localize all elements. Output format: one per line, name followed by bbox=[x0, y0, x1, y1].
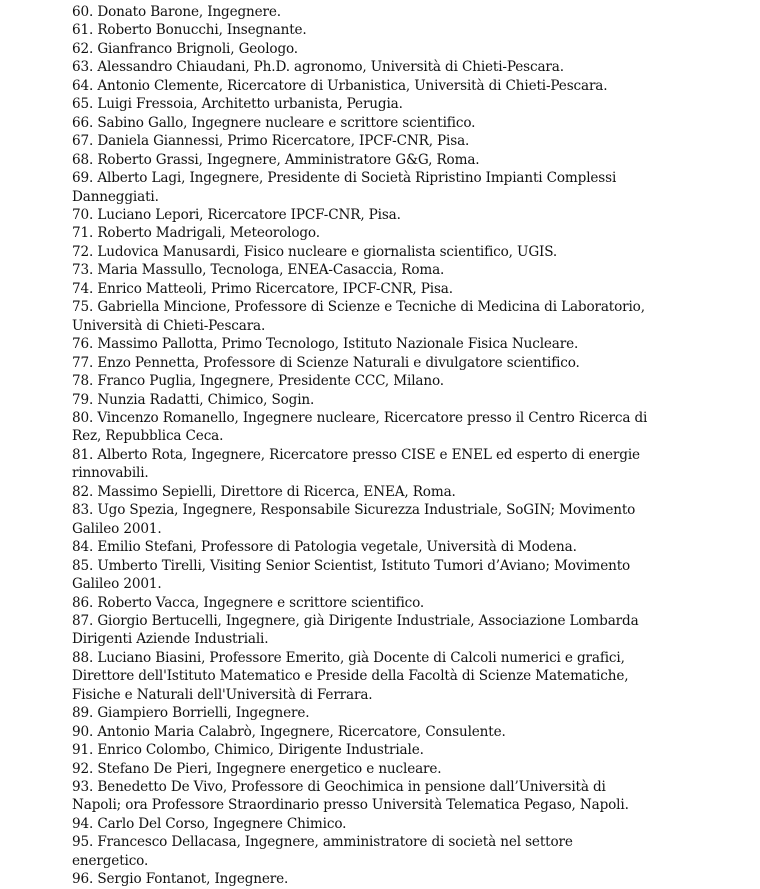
list-item: 88. Luciano Biasini, Professore Emerito, già Docente di Calcoli numerici e grafici, Direttore dell'Istituto Matematico e Preside della Facoltà di Scienze Matematiche, Fisiche e Naturali dell'Università di Ferrara. bbox=[72, 649, 629, 703]
list-item: 66. Sabino Gallo, Ingegnere nucleare e scrittore scientifico. bbox=[72, 114, 476, 131]
list-item: 94. Carlo Del Corso, Ingegnere Chimico. bbox=[72, 815, 347, 832]
list-item: 71. Roberto Madrigali, Meteorologo. bbox=[72, 225, 320, 242]
list-item: 60. Donato Barone, Ingegnere. bbox=[72, 4, 281, 20]
list-item: 68. Roberto Grassi, Ingegnere, Amministratore G&G, Roma. bbox=[72, 151, 480, 168]
list-item: 63. Alessandro Chiaudani, Ph.D. agronomo, Università di Chieti-Pescara. bbox=[72, 59, 564, 76]
list-item: 82. Massimo Sepielli, Direttore di Ricerca, ENEA, Roma. bbox=[72, 483, 456, 500]
list-item: 85. Umberto Tirelli, Visiting Senior Scientist, Istituto Tumori d’Aviano; Movimento Galileo 2001. bbox=[72, 557, 631, 593]
list-item: 73. Maria Massullo, Tecnologa, ENEA-Casaccia, Roma. bbox=[72, 262, 445, 279]
list-item: 61. Roberto Bonucchi, Insegnante. bbox=[72, 22, 307, 39]
list-item: 80. Vincenzo Romanello, Ingegnere nucleare, Ricercatore presso il Centro Ricerca di Rez, Repubblica Ceca. bbox=[72, 409, 648, 445]
list-item: 87. Giorgio Bertucelli, Ingegnere, già Dirigente Industriale, Associazione Lombarda Dirigenti Aziende Industriali. bbox=[72, 612, 639, 648]
list-item: 75. Gabriella Mincione, Professore di Scienze e Tecniche di Medicina di Laboratorio, Università di Chieti-Pescara. bbox=[72, 299, 645, 334]
signatory-list bbox=[72, 3, 652, 889]
list-item: 70. Luciano Lepori, Ricercatore IPCF-CNR, Pisa. bbox=[72, 206, 401, 223]
list-item: 83. Ugo Spezia, Ingegnere, Responsabile Sicurezza Industriale, SoGIN; Movimento Galileo 2001. bbox=[72, 502, 636, 537]
list-item: 93. Benedetto De Vivo, Professore di Geochimica in pensione dall’Università di Napoli; ora Professore Straordinario presso Università Telematica Pegaso, Napoli. bbox=[72, 779, 629, 814]
list-item: 95. Francesco Dellacasa, Ingegnere, amministratore di società nel settore energetico. bbox=[72, 834, 573, 869]
list-item: 79. Nunzia Radatti, Chimico, Sogin. bbox=[72, 391, 315, 408]
list-item: 90. Antonio Maria Calabrò, Ingegnere, Ricercatore, Consulente. bbox=[72, 723, 506, 740]
list-item: 78. Franco Puglia, Ingegnere, Presidente CCC, Milano. bbox=[72, 373, 444, 390]
list-item: 96. Sergio Fontanot, Ingegnere. bbox=[72, 871, 289, 888]
list-item: 65. Luigi Fressoia, Architetto urbanista, Perugia. bbox=[72, 96, 403, 113]
list-item: 86. Roberto Vacca, Ingegnere e scrittore scientifico. bbox=[72, 594, 425, 611]
list-item: 92. Stefano De Pieri, Ingegnere energetico e nucleare. bbox=[72, 760, 442, 777]
list-item: 62. Gianfranco Brignoli, Geologo. bbox=[72, 40, 298, 57]
list-item: 91. Enrico Colombo, Chimico, Dirigente Industriale. bbox=[72, 742, 424, 759]
list-item: 76. Massimo Pallotta, Primo Tecnologo, Istituto Nazionale Fisica Nucleare. bbox=[72, 336, 579, 353]
list-item: 64. Antonio Clemente, Ricercatore di Urbanistica, Università di Chieti-Pescara. bbox=[72, 77, 608, 94]
list-item: 74. Enrico Matteoli, Primo Ricercatore, IPCF-CNR, Pisa. bbox=[72, 280, 453, 297]
list-item: 69. Alberto Lagi, Ingegnere, Presidente di Società Ripristino Impianti Complessi Danneggiati. bbox=[72, 170, 617, 205]
list-item: 84. Emilio Stefani, Professore di Patologia vegetale, Università di Modena. bbox=[72, 539, 577, 556]
list-item: 77. Enzo Pennetta, Professore di Scienze Naturali e divulgatore scientifico. bbox=[72, 354, 580, 371]
list-item: 72. Ludovica Manusardi, Fisico nucleare e giornalista scientifico, UGIS. bbox=[72, 243, 558, 260]
list-item: 81. Alberto Rota, Ingegnere, Ricercatore presso CISE e ENEL ed esperto di energie rinnovabili. bbox=[72, 446, 640, 482]
list-item: 89. Giampiero Borrielli, Ingegnere. bbox=[72, 705, 310, 722]
list-item: 67. Daniela Giannessi, Primo Ricercatore, IPCF-CNR, Pisa. bbox=[72, 133, 470, 150]
